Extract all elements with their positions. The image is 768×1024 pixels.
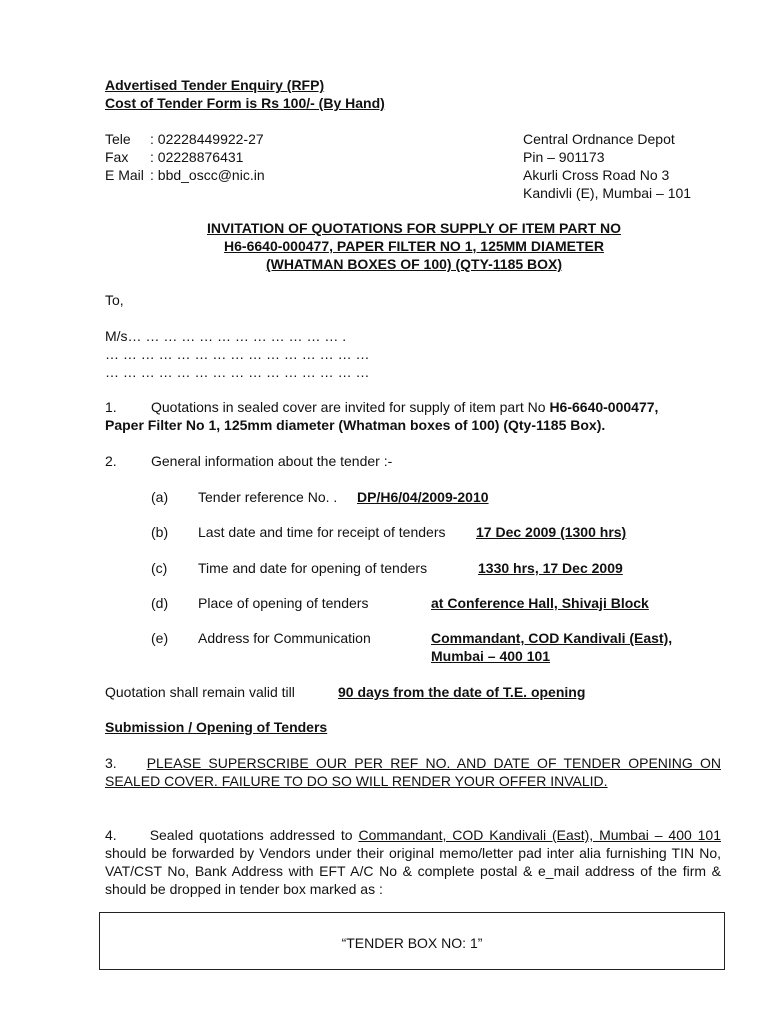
item-e-value: Commandant, COD Kandivali (East), — [431, 630, 673, 646]
para4 — [105, 826, 721, 898]
item-a-text: Tender reference No. . — [198, 489, 338, 505]
tender-cost: Cost of Tender Form is Rs 100/- (By Hand) — [105, 95, 385, 111]
para1-line-2: Paper Filter No 1, 125mm diameter (Whatman boxes of 100) (Qty-1185 Box). — [105, 417, 606, 433]
dots-line-1: … … … … … … … … … … … … … … … — [105, 346, 370, 362]
email-label: E Mail — [105, 167, 144, 183]
item-a-label: (a) — [151, 489, 169, 505]
item-e-text: Address for Communication — [198, 630, 371, 646]
validity-value: 90 days from the date of T.E. opening — [338, 684, 586, 700]
address-line-3: Akurli Cross Road No 3 — [523, 167, 670, 183]
item-b-label: (b) — [151, 524, 169, 540]
item-e-label: (e) — [151, 630, 169, 646]
item-c-label: (c) — [151, 560, 168, 576]
tele-label: Tele — [105, 131, 131, 147]
item-e-value-2: Mumbai – 400 101 — [431, 648, 551, 664]
para4-address: Commandant, COD Kandivali (East), Mumbai – 400 101 — [358, 827, 722, 843]
para3-text: PLEASE SUPERSCRIBE OUR PER REF NO. AND DATE OF TENDER OPENING ON SEALED COVER. FAILURE TO DO SO WILL RENDER YOUR OFFER INVALID. — [105, 755, 721, 789]
ms-line: M/s… … … … … … … … … … … … . — [105, 328, 347, 344]
item-c-value: 1330 hrs, 17 Dec 2009 — [478, 560, 623, 576]
item-d-value: at Conference Hall, Shivaji Block — [431, 595, 649, 611]
item-a-value: DP/H6/04/2009-2010 — [357, 489, 489, 505]
para3 — [105, 754, 721, 790]
tender-box — [99, 912, 725, 970]
item-b-text: Last date and time for receipt of tenders — [198, 524, 446, 540]
para3-number: 3. — [105, 755, 117, 771]
address-line-2: Pin – 901173 — [523, 149, 605, 165]
para1-number: 1. — [105, 399, 117, 415]
dots-line-2: … … … … … … … … … … … … … … … — [105, 364, 370, 380]
to-label: To, — [105, 292, 124, 308]
title-line-1: INVITATION OF QUOTATIONS FOR SUPPLY OF ITEM PART NO — [206, 220, 622, 236]
fax-value: : 02228876431 — [150, 149, 244, 165]
para4-text-2: should be forwarded by Vendors under their original memo/letter pad inter alia furnishing TIN No, VAT/CST No, Bank Address with EFT A/C No & complete postal & e_mail address of the firm & should be dropped in tender box marked as : — [105, 845, 721, 897]
tender-box-label: “TENDER BOX NO: 1” — [341, 935, 483, 951]
title-line-3: (WHATMAN BOXES OF 100) (QTY-1185 BOX) — [265, 256, 563, 272]
para2-text: General information about the tender :- — [151, 453, 393, 469]
email-value: : bbd_oscc@nic.in — [150, 167, 265, 183]
tender-heading: Advertised Tender Enquiry (RFP) — [105, 77, 325, 93]
para4-text-1: Sealed quotations addressed to — [149, 827, 359, 843]
para4-number: 4. — [105, 827, 117, 843]
title-line-2: H6-6640-000477, PAPER FILTER NO 1, 125MM DIAMETER — [224, 238, 604, 254]
item-c-text: Time and date for opening of tenders — [198, 560, 428, 576]
para1-part-no: H6-6640-000477, — [549, 399, 659, 415]
item-b-value: 17 Dec 2009 (1300 hrs) — [476, 524, 627, 540]
item-d-label: (d) — [151, 595, 169, 611]
tele-value: : 02228449922-27 — [150, 131, 264, 147]
para1-line-1 — [151, 398, 658, 416]
address-line-1: Central Ordnance Depot — [523, 131, 675, 147]
section-heading: Submission / Opening of Tenders — [105, 719, 328, 735]
validity-text: Quotation shall remain valid till — [105, 684, 295, 700]
para2-number: 2. — [105, 453, 117, 469]
para1-text: Quotations in sealed cover are invited for supply of item part No — [151, 399, 550, 415]
fax-label: Fax — [105, 149, 129, 165]
item-d-text: Place of opening of tenders — [198, 595, 369, 611]
address-line-4: Kandivli (E), Mumbai – 101 — [523, 185, 692, 201]
